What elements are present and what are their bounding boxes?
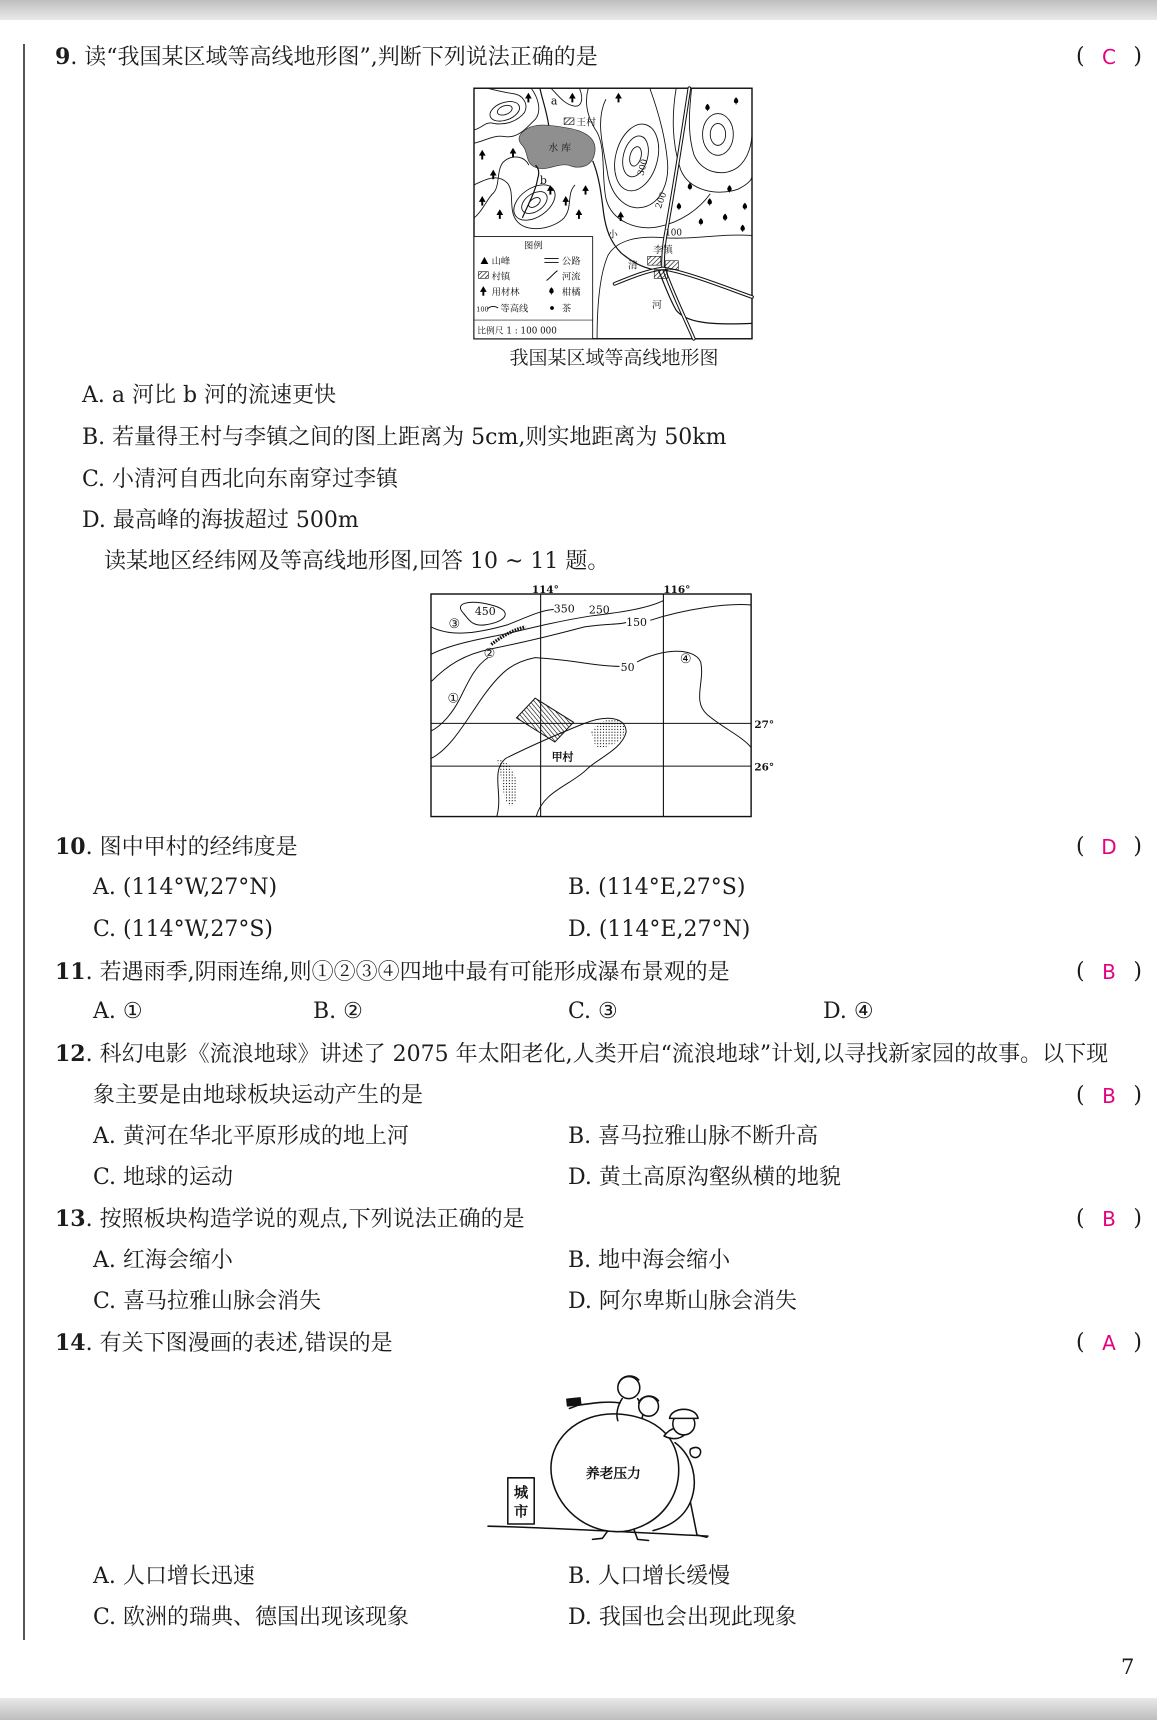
sack-label: 养老压力: [585, 1465, 641, 1482]
bracket-close: ): [1133, 1083, 1142, 1108]
question-11-stem: [55, 957, 730, 987]
option-a: A. ①: [93, 999, 143, 1024]
jia-village-label: 甲村: [551, 750, 574, 764]
answer-letter: B: [1102, 1084, 1116, 1108]
question-number: 11: [55, 959, 86, 985]
question-10-stem: [55, 832, 298, 862]
answer-letter: C: [1102, 45, 1116, 69]
legend-item: 公路: [561, 256, 581, 268]
option-d: D. 黄土高原沟壑纵横的地貌: [568, 1165, 841, 1190]
site-marker: ①: [447, 691, 460, 707]
wang-village-symbol: [564, 118, 574, 125]
question-number: 9: [55, 44, 71, 70]
question-12-stem-continued: 象主要是由地球板块运动产生的是: [93, 1083, 424, 1108]
bracket-close: ): [1133, 834, 1142, 859]
page-number: 7: [1121, 1655, 1135, 1679]
bracket-close: ): [1133, 1206, 1142, 1231]
legend-item: 山峰: [491, 256, 511, 268]
question-10-answer: [1076, 832, 1142, 862]
option-d: D. 阿尔卑斯山脉会消失: [568, 1289, 797, 1314]
option-d: D. 我国也会出现此现象: [568, 1605, 797, 1630]
question-text: . 若遇雨季,阴雨连绵,则①②③④四地中最有可能形成瀑布景观的是: [85, 960, 730, 985]
option-a: A. 人口增长迅速: [93, 1564, 255, 1589]
legend-item: 用材林: [491, 286, 520, 298]
question-text: . 图中甲村的经纬度是: [85, 835, 298, 860]
map-frame: [431, 594, 751, 817]
contour-value-label: 300: [636, 158, 651, 177]
question-text: . 科幻电影《流浪地球》讲述了 2075 年太阳老化,人类开启“流浪地球”计划,以寻找新家园的故事。以下现: [85, 1042, 1109, 1067]
shared-stem-10-11: 读某地区经纬网及等高线地形图,回答 10 ~ 11 题。: [104, 549, 610, 574]
legend-item: 村镇: [491, 271, 511, 283]
bracket-close: ): [1133, 44, 1142, 69]
site-marker: ②: [483, 646, 496, 662]
option-a: A. 红海会缩小: [93, 1248, 233, 1273]
question-11-answer: [1076, 957, 1142, 987]
map-scale: 比例尺 1 : 100 000: [477, 326, 557, 337]
longitude-label: 114°: [531, 583, 559, 596]
contour-map-figure-1: [474, 88, 752, 339]
option-d: D. (114°E,27°N): [568, 917, 751, 942]
legend-item: 等高线: [500, 303, 529, 315]
option-c: C. (114°W,27°S): [93, 917, 274, 942]
river-name-char: 清: [627, 260, 638, 272]
question-9-answer: [1076, 42, 1142, 72]
figure-caption: 我国某区域等高线地形图: [509, 347, 719, 369]
question-13-answer: [1076, 1204, 1142, 1234]
map-legend: [474, 237, 593, 339]
li-town-label: 李镇: [653, 245, 673, 257]
question-number: 13: [55, 1206, 86, 1232]
option-b: B. 人口增长缓慢: [568, 1564, 731, 1589]
river-b-label: b: [539, 173, 547, 187]
contour-value-label: 150: [626, 615, 648, 629]
contour-value-label: 100: [665, 228, 682, 239]
option-c: C. 喜马拉雅山脉会消失: [93, 1289, 322, 1314]
option-a: A. 黄河在华北平原形成的地上河: [93, 1124, 409, 1149]
wang-village-label: 王村: [576, 117, 596, 129]
legend-contour-value: 100: [476, 305, 489, 314]
telescope: [567, 1398, 581, 1406]
contour-value-label: 50: [620, 660, 635, 674]
option-b: B. (114°E,27°S): [568, 875, 746, 900]
river-name-char: 河: [652, 299, 662, 311]
elder-hat: [670, 1409, 699, 1418]
question-number: 14: [55, 1330, 86, 1356]
contour-value-label: 250: [588, 603, 610, 617]
answer-letter: D: [1101, 835, 1117, 859]
contour-value-label: 200: [654, 190, 670, 211]
site-marker: ④: [679, 652, 692, 668]
option-c: C. 小清河自西北向东南穿过李镇: [82, 467, 399, 492]
left-margin-rule: [23, 44, 25, 1640]
latitude-label: 27°: [754, 718, 775, 731]
question-text: . 按照板块构造学说的观点,下列说法正确的是: [85, 1207, 525, 1232]
legend-item: 河流: [561, 271, 581, 283]
question-14-answer: [1076, 1328, 1142, 1358]
reservoir-label: 水 库: [548, 142, 572, 154]
aging-pressure-cartoon: [488, 1370, 708, 1546]
bracket-open: (: [1076, 1083, 1085, 1108]
latitude-longitude-contour-map: [431, 583, 784, 821]
bracket-open: (: [1076, 959, 1085, 984]
signpost-char: 市: [513, 1504, 529, 1521]
option-d: D. ④: [823, 999, 874, 1024]
river-name-char: 小: [608, 229, 618, 241]
site-marker: ③: [448, 617, 461, 633]
question-12-stem: [55, 1039, 1108, 1069]
answer-letter: B: [1102, 1207, 1116, 1231]
bracket-close: ): [1133, 1330, 1142, 1355]
answer-letter: A: [1102, 1331, 1116, 1355]
page-top-edge: [0, 0, 1157, 20]
option-c: C. 欧洲的瑞典、德国出现该现象: [93, 1605, 410, 1630]
legend-title: 图例: [524, 240, 543, 252]
question-number: 10: [55, 834, 86, 860]
option-b: B. ②: [313, 999, 363, 1024]
option-d: D. 最高峰的海拔超过 500m: [82, 508, 359, 533]
river-a-label: a: [550, 94, 558, 108]
option-a: A. (114°W,27°N): [93, 875, 278, 900]
question-text: . 读“我国某区域等高线地形图”,判断下列说法正确的是: [70, 45, 598, 70]
question-13-stem: [55, 1204, 525, 1234]
option-c: C. 地球的运动: [93, 1165, 234, 1190]
legend-item: 柑橘: [561, 286, 581, 298]
bracket-open: (: [1076, 834, 1085, 859]
option-a: A. a 河比 b 河的流速更快: [82, 383, 337, 408]
elder-flower: [690, 1447, 701, 1457]
bracket-open: (: [1076, 1330, 1085, 1355]
latitude-label: 26°: [754, 761, 775, 774]
contour-value-label: 450: [474, 604, 496, 618]
contour-value-label: 350: [553, 602, 575, 616]
question-12-answer: [1076, 1081, 1142, 1111]
option-b: B. 地中海会缩小: [568, 1248, 731, 1273]
option-c: C. ③: [568, 999, 618, 1024]
option-b: B. 喜马拉雅山脉不断升高: [568, 1124, 819, 1149]
question-9-stem: [55, 42, 598, 72]
question-14-stem: [55, 1328, 393, 1358]
page-bottom-edge: [0, 1698, 1157, 1720]
bracket-open: (: [1076, 44, 1085, 69]
tea-icon: [550, 306, 554, 310]
village-icon: [478, 272, 488, 279]
longitude-label: 116°: [663, 583, 691, 596]
answer-letter: B: [1102, 960, 1116, 984]
bracket-open: (: [1076, 1206, 1085, 1231]
question-text: . 有关下图漫画的表述,错误的是: [85, 1331, 393, 1356]
question-number: 12: [55, 1041, 86, 1067]
signpost-char: 城: [513, 1485, 529, 1502]
option-b: B. 若量得王村与李镇之间的图上距离为 5cm,则实地距离为 50km: [82, 425, 727, 450]
legend-item: 茶: [561, 303, 572, 315]
bracket-close: ): [1133, 959, 1142, 984]
